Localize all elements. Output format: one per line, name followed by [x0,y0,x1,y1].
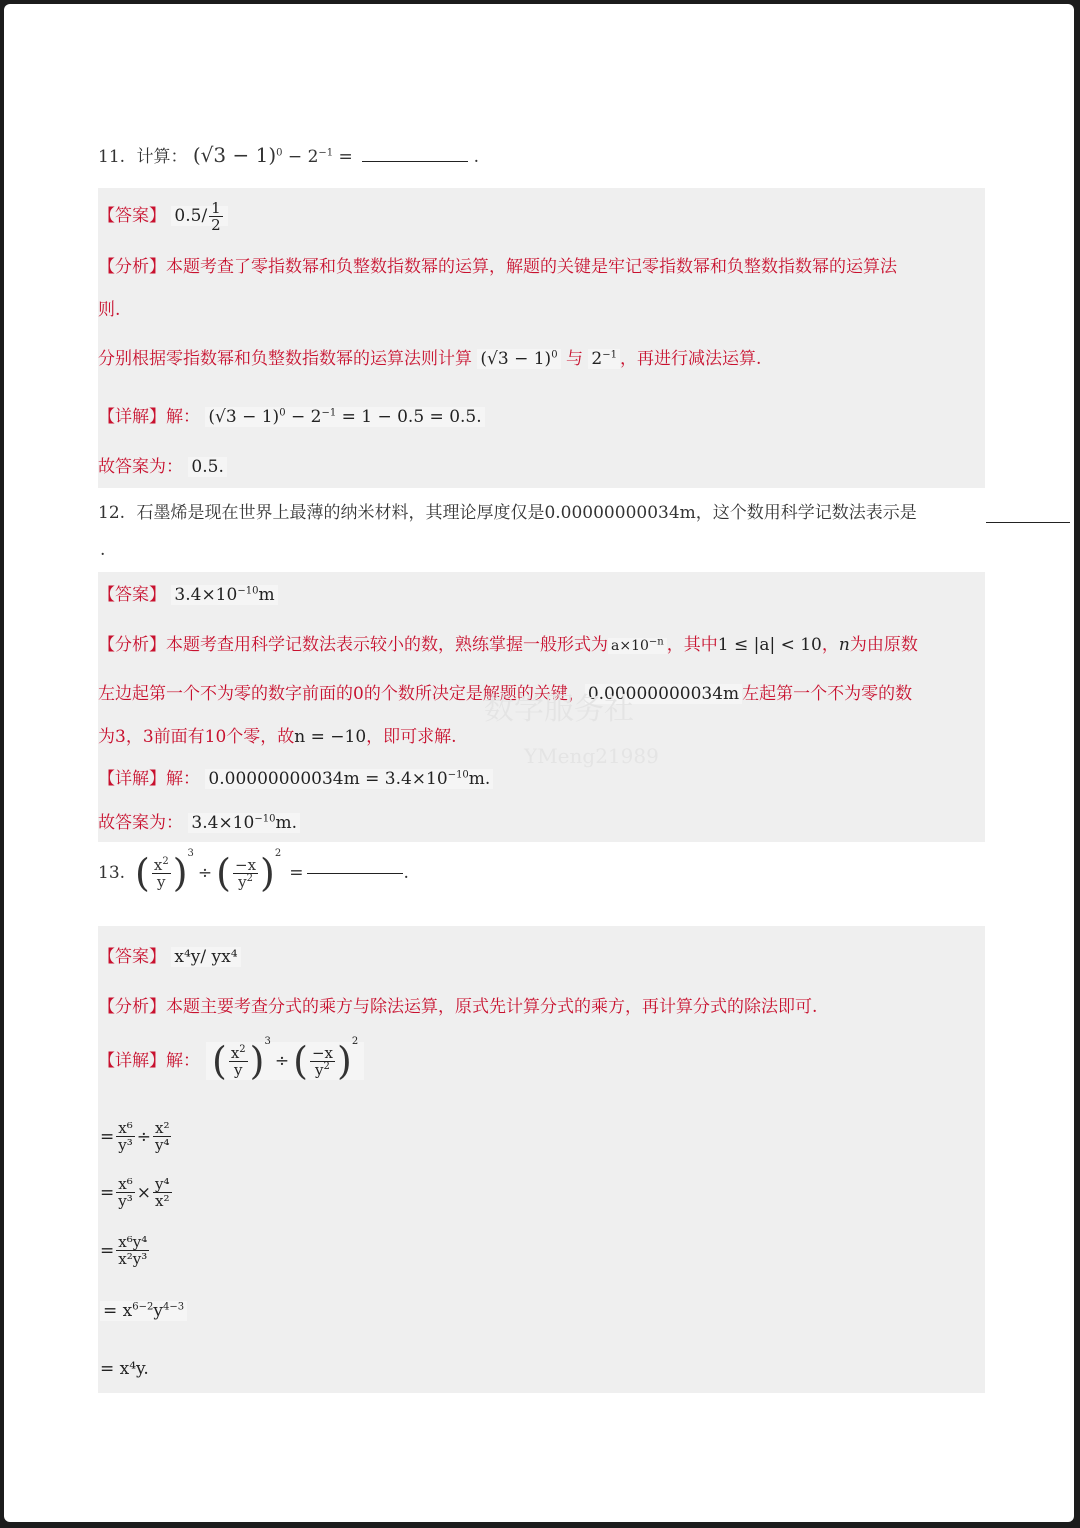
q11-expression: $(√3 - 1)^0 - 2^{-1}$ = [192,143,353,167]
q13-question: 13. ( $\frac{x^2}{y}$ ) 3 ÷ ( $\frac{-x}{y^2}$ ) 2 = . [98,848,409,895]
q13-step4: = $x^{6-2}y^{4-3}$ [100,1298,187,1324]
q13-analysis: 【分析】本题主要考查分式的乘方与除法运算，原式先计算分式的乘方，再计算分式的除法即可. [98,997,818,1017]
q13-answer-value: x⁴y/ yx⁴ [171,947,240,967]
q13-step2: = $\frac{\text{x⁶}}{\text{y³}}$ × $\frac{\text{y⁴}}{\text{x²}}$ [100,1175,170,1210]
q11-analysis-line1: 【分析】本题考查了零指数幂和负整数指数幂的运算，解题的关键是牢记零指数幂和负整数指数幂的运算法 [98,257,897,277]
q12-answer-blank [986,522,1070,523]
q12-detail-tag: 【详解】 [98,769,166,789]
q12-answer-value: $3.4\times 10^{-10}m$ [171,585,277,605]
q13-answer [98,944,241,970]
q11-solution-box [98,188,985,488]
q11-analysis-line3: 分别根据零指数幂和负整数指数幂的运算法则计算 $(√3 - 1)^0$ 与 $2^{-1}$ ，再进行减法运算. [98,349,762,369]
q11-prompt: 计算： [136,147,188,167]
q13-step5: = x⁴y. [100,1359,149,1379]
q13-step3: = $\frac{\text{x⁶y⁴}}{\text{x²y³}}$ [100,1233,148,1268]
q13-analysis-tag: 【分析】 [98,997,166,1017]
watermark-id: YMeng21989 [524,744,659,768]
q11-analysis-tag: 【分析】 [98,257,166,277]
q11-number: 11. [98,147,126,167]
q12-analysis-line2: 左边起第一个不为零的数字前面的0的个数所决定是解题的关键， 0.00000000034m 左起第一个不为零的数 [98,684,913,704]
q11-detail: 【详解】解： $(√3 - 1)^0 - 2^{-1} = 1 - 0.5 = 0.5$. [98,404,485,430]
q11-answer-value: 0.5/ $\frac{1}{2}$ [171,206,227,226]
q13-answer-tag: 【答案】 [98,947,166,967]
q13-number: 13. [98,863,126,883]
q11-final: 故答案为： 0.5. [98,454,227,480]
q11-answer-tag: 【答案】 [98,206,166,226]
document-page [4,4,1074,1522]
q12-final: 故答案为： $3.4\times 10^{-10}m$. [98,810,300,836]
q13-detail-tag: 【详解】 [98,1051,166,1071]
q12-number: 12. [98,503,126,523]
watermark-logo: 数学服务社 [484,692,634,727]
q13-detail: 【详解】 解： ( $\frac{x^2}{y}$ ) 3 ÷ ( $\frac{-x}{y^2}$ ) 2 [98,1042,364,1080]
q11-analysis-line2: 则. [98,300,121,320]
q12-analysis-line3: 为3，3前面有10个零，故n = −10，即可求解. [98,727,457,747]
q13-answer-blank [307,873,403,874]
q12-analysis-line1: 【分析】本题考查用科学记数法表示较小的数，熟练掌握一般形式为 $a\times 10^{-n}$ ，其中1 ≤ |a| < 10，n为由原数 [98,635,918,655]
q12-detail: 【详解】解： $0.00000000034m = 3.4\times 10^{-10}m$. [98,766,493,792]
q12-answer-tag: 【答案】 [98,585,166,605]
q12-analysis-tag: 【分析】 [98,635,166,655]
q12-dot: . [100,540,106,560]
q11-answer [98,200,228,233]
q12-prompt: 石墨烯是现在世界上最薄的纳米材料，其理论厚度仅是0.00000000034m，这个数用科学记数法表示是 [136,503,917,523]
q11-question: 11. 计算： $(√3 - 1)^0 - 2^{-1}$ = . [98,143,480,167]
q12-question [98,498,917,523]
q11-detail-tag: 【详解】 [98,407,166,427]
q11-answer-blank [362,161,468,162]
q12-answer [98,582,278,608]
q13-step1: = $\frac{\text{x⁶}}{\text{y³}}$ ÷ $\frac{\text{x²}}{\text{y⁴}}$ [100,1119,170,1154]
